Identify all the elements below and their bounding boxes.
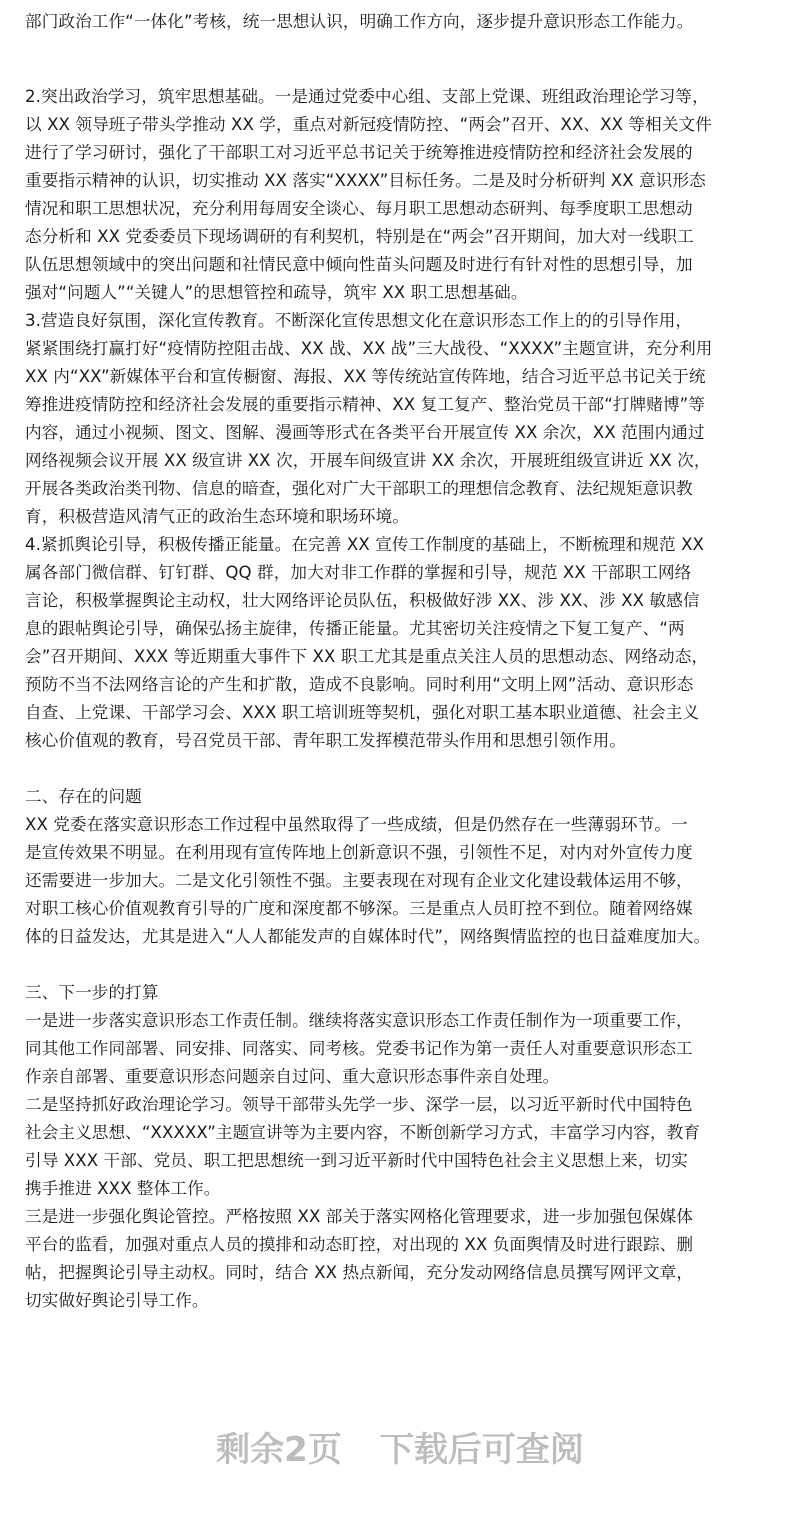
text-line: 态分析和 XX 党委委员下现场调研的有利契机，特别是在“两会”召开期间，加大对一线职工 [25, 227, 694, 246]
section-problems [25, 783, 780, 951]
text-line: 属各部门微信群、钉钉群、QQ 群，加大对非工作群的掌握和引导，规范 XX 干部职工网络 [25, 563, 692, 582]
text-line: XX 内“XX”新媒体平台和宣传橱窗、海报、XX 等传统站宣传阵地，结合习近平总书记关于统 [25, 367, 706, 386]
text-line: 预防不当不法网络言论的产生和扩散，造成不良影响。同时利用“文明上网”活动、意识形态 [25, 675, 694, 694]
text-line: 内容，通过小视频、图文、图解、漫画等形式在各类平台开展宣传 XX 余次，XX 范围内通过 [25, 423, 705, 442]
text-line: 言论，积极掌握舆论主动权，壮大网络评论员队伍，积极做好涉 XX、涉 XX、涉 XX 敏感信 [25, 591, 700, 610]
text-line: 三是进一步强化舆论管控。严格按照 XX 部关于落实网格化管理要求，进一步加强包保媒体 [25, 1207, 694, 1226]
text-line: 情况和职工思想状况，充分利用每周安全谈心、每月职工思想动态研判、每季度职工思想动 [25, 199, 693, 218]
text-line: 会”召开期间、XXX 等近期重大事件下 XX 职工尤其是重点关注人员的思想动态、网络动态， [25, 647, 709, 666]
section-heading: 二、存在的问题 [25, 787, 142, 806]
text-line: 重要指示精神的认识，切实推动 XX 落实“XXXX”目标任务。二是及时分析研判 XX 意识形态 [25, 171, 706, 190]
text-line: 2.突出政治学习，筑牢思想基础。一是通过党委中心组、支部上党课、班组政治理论学习等， [25, 87, 709, 106]
text-line: 切实做好舆论引导工作。 [25, 1291, 209, 1310]
download-to-view-label: 下载后可查阅 [379, 1430, 584, 1470]
text-line: 以 XX 领导班子带头学推动 XX 学，重点对新冠疫情防控、“两会”召开、XX、XX 等相关文件 [25, 115, 712, 134]
paragraph-item-2 [25, 83, 780, 307]
text-line: 一是进一步落实意识形态工作责任制。继续将落实意识形态工作责任制作为一项重要工作， [25, 1011, 693, 1030]
text-line: 进行了学习研讨，强化了干部职工对习近平总书记关于统筹推进疫情防控和经济社会发展的 [25, 143, 693, 162]
document-body [25, 0, 780, 1315]
text-line: 帖，把握舆论引导主动权。同时，结合 XX 热点新闻，充分发动网络信息员撰写网评文章， [25, 1263, 694, 1282]
text-line: 网络视频会议开展 XX 级宣讲 XX 次，开展车间级宣讲 XX 余次，开展班组级宣讲近 XX 次， [25, 451, 711, 470]
text-line: 对职工核心价值观教育引导的广度和深度都不够深。三是重点人员盯控不到位。随着网络媒 [25, 899, 693, 918]
paragraph-item-4 [25, 531, 780, 755]
text-line: 社会主义思想、“XXXXX”主题宣讲等为主要内容，不断创新学习方式，丰富学习内容，教育 [25, 1123, 701, 1142]
text-line: 还需要进一步加大。二是文化引领性不强。主要表现在对现有企业文化建设载体运用不够， [25, 871, 693, 890]
text-line: 3.营造良好氛围，深化宣传教育。不断深化宣传思想文化在意识形态工作上的的引导作用， [25, 311, 693, 330]
text-line: 紧紧围绕打赢打好“疫情防控阻击战、XX 战、XX 战”三大战役、“XXXX”主题宣讲，充分利用 [25, 339, 713, 358]
text-line: 携手推进 XXX 整体工作。 [25, 1179, 221, 1198]
section-next-steps [25, 979, 780, 1315]
text-line: 4.紧抓舆论引导，积极传播正能量。在完善 XX 宣传工作制度的基础上，不断梳理和规范 XX [25, 535, 704, 554]
text-line: 筹推进疫情防控和经济社会发展的重要指示精神、XX 复工复产、整治党员干部“打牌赌博”等 [25, 395, 706, 414]
section-heading: 三、下一步的打算 [25, 983, 159, 1002]
text-line: XX 党委在落实意识形态工作过程中虽然取得了一些成绩，但是仍然存在一些薄弱环节。一 [25, 815, 688, 834]
text-line: 育，积极营造风清气正的政治生态环境和职场环境。 [25, 507, 409, 526]
text-line: 二是坚持抓好政治理论学习。领导干部带头先学一步、深学一层，以习近平新时代中国特色 [25, 1095, 693, 1114]
text-line: 部门政治工作“一体化”考核，统一思想认识，明确工作方向，逐步提升意识形态工作能力。 [25, 12, 694, 31]
text-line: 同其他工作同部署、同安排、同落实、同考核。党委书记作为第一责任人对重要意识形态工 [25, 1039, 693, 1058]
text-line: 核心价值观的教育，号召党员干部、青年职工发挥模范带头作用和思想引领作用。 [25, 731, 626, 750]
text-line: 是宣传效果不明显。在利用现有宣传阵地上创新意识不强，引领性不足，对内对外宣传力度 [25, 843, 693, 862]
text-line: 平台的监看，加强对重点人员的摸排和动态盯控，对出现的 XX 负面舆情及时进行跟踪、删 [25, 1235, 694, 1254]
text-line: 自查、上党课、干部学习会、XXX 职工培训班等契机，强化对职工基本职业道德、社会主义 [25, 703, 700, 722]
paragraph-item-3 [25, 307, 780, 531]
text-line: 引导 XXX 干部、党员、职工把思想统一到习近平新时代中国特色社会主义思想上来，切实 [25, 1151, 688, 1170]
download-prompt[interactable] [0, 1425, 800, 1475]
text-line: 息的跟帖舆论引导，确保弘扬主旋律，传播正能量。尤其密切关注疫情之下复工复产、“两 [25, 619, 685, 638]
text-line: 开展各类政治类刊物、信息的暗查，强化对广大干部职工的理想信念教育、法纪规矩意识教 [25, 479, 693, 498]
text-line: 体的日益发达，尤其是进入“人人都能发声的自媒体时代”，网络舆情监控的也日益难度加大。 [25, 927, 711, 946]
text-line: 强对“问题人”“关键人”的思想管控和疏导，筑牢 XX 职工思想基础。 [25, 283, 528, 302]
text-line: 队伍思想领域中的突出问题和社情民意中倾向性苗头问题及时进行有针对性的思想引导，加 [25, 255, 693, 274]
text-line: 作亲自部署、重要意识形态问题亲自过问、重大意识形态事件亲自处理。 [25, 1067, 560, 1086]
remaining-pages-label: 剩余2页 [216, 1430, 342, 1470]
